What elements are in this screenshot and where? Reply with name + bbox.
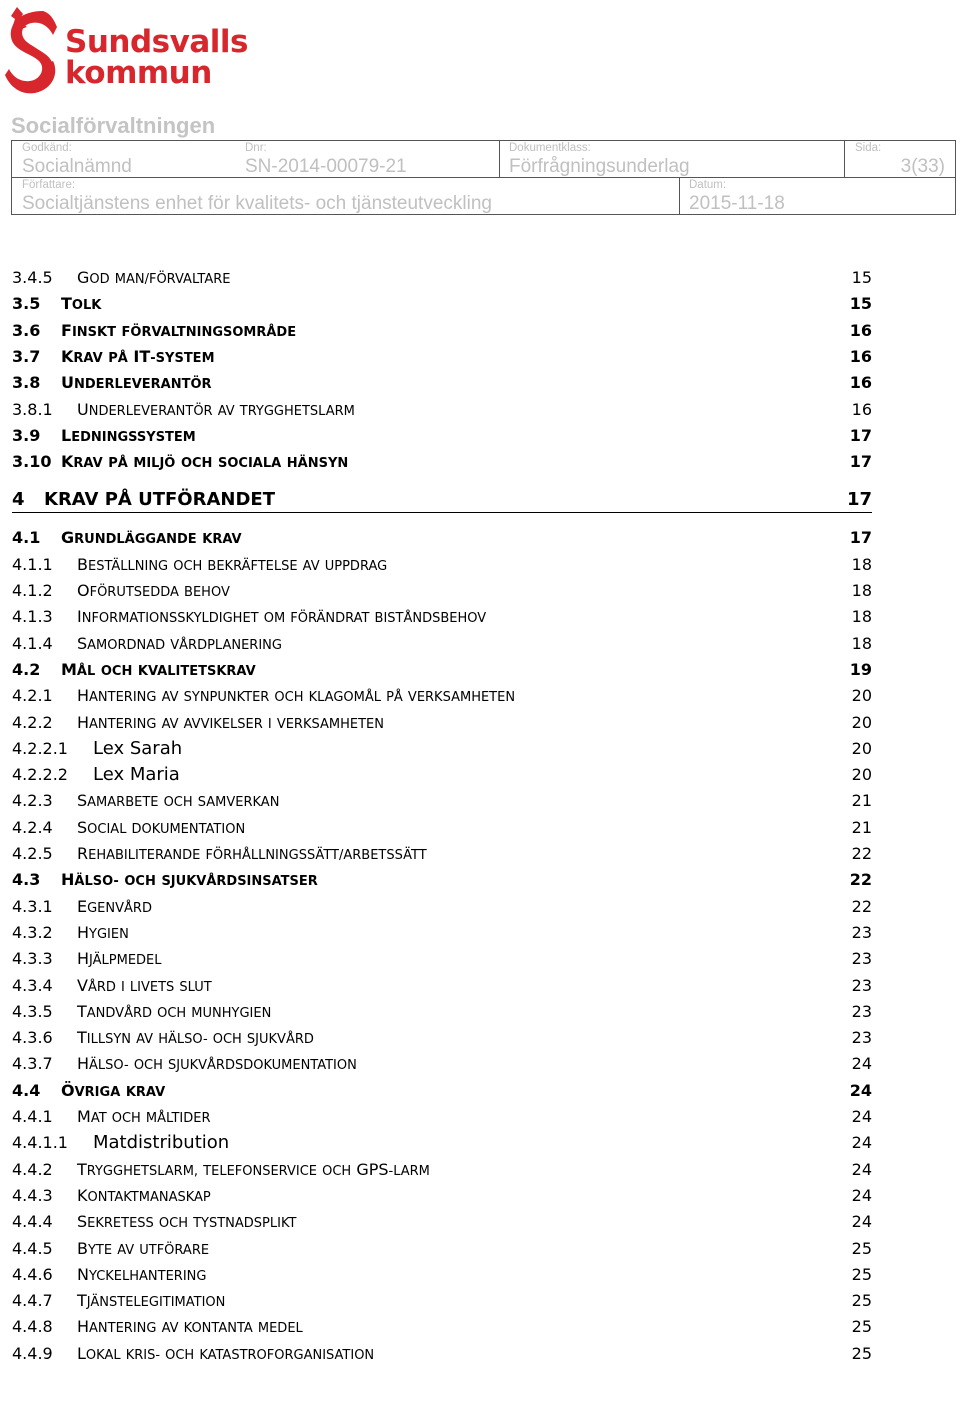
toc-entry[interactable]	[12, 1051, 872, 1077]
toc-entry-title: GRUNDLÄGGANDE KRAV	[61, 528, 242, 548]
toc-entry-page: 25	[851, 1264, 872, 1284]
toc-entry-number: 4.2.2.1	[12, 738, 68, 758]
toc-entry-page: 16	[851, 399, 872, 419]
toc-entry-title: LOKAL KRIS- OCH KATASTROFORGANISATION	[77, 1343, 375, 1363]
toc-entry-number: 4.1.3	[12, 607, 53, 627]
toc-entry-page: 23	[851, 1028, 872, 1048]
page-label: Sida:	[855, 142, 882, 154]
toc-entry[interactable]	[12, 578, 872, 604]
toc-entry-page: 23	[851, 1001, 872, 1021]
toc-entry-page: 18	[851, 607, 872, 627]
toc-entry-title: HÄLSO- OCH SJUKVÅRDSINSATSER	[61, 870, 318, 890]
toc-entry-page: 20	[851, 712, 872, 732]
toc-entry-title: TRYGGHETSLARM, TELEFONSERVICE OCH GPS-LARM	[77, 1159, 430, 1179]
toc-entry-title: HÄLSO- OCH SJUKVÅRDSDOKUMENTATION	[77, 1054, 357, 1074]
toc-entry-page: 20	[851, 738, 872, 758]
toc-entry[interactable]	[12, 1130, 872, 1156]
toc-entry-title: Lex Maria	[93, 764, 180, 786]
toc-entry-page: 17	[849, 528, 872, 548]
toc-entry-number: 4.2.3	[12, 791, 53, 811]
toc-entry[interactable]	[12, 1078, 872, 1104]
toc-entry-title: SAMORDNAD VÅRDPLANERING	[77, 633, 282, 653]
toc-entry-number: 4.3.3	[12, 949, 53, 969]
approved-value: Socialnämnd	[22, 156, 132, 177]
toc-entry-number: 4.4	[12, 1080, 41, 1100]
toc-entry[interactable]	[12, 710, 872, 736]
toc-entry-title: ÖVRIGA KRAV	[61, 1080, 166, 1100]
toc-entry-title: SOCIAL DOKUMENTATION	[77, 817, 246, 837]
toc-entry-title: KRAV PÅ IT-SYSTEM	[61, 346, 215, 366]
toc-entry-title: VÅRD I LIVETS SLUT	[77, 975, 212, 995]
toc-entry-page: 24	[851, 1133, 872, 1153]
date-label: Datum:	[689, 179, 727, 191]
toc-entry[interactable]	[12, 1236, 872, 1262]
date-value: 2015-11-18	[689, 193, 785, 214]
toc-entry-title: HANTERING AV SYNPUNKTER OCH KLAGOMÅL PÅ VERKSAMHETEN	[77, 686, 516, 706]
toc-entry-page: 15	[851, 268, 872, 287]
toc-entry-title: HJÄLPMEDEL	[77, 949, 162, 969]
toc-entry[interactable]	[12, 1209, 872, 1235]
toc-entry[interactable]	[12, 815, 872, 841]
toc-entry-title: HANTERING AV AVVIKELSER I VERKSAMHETEN	[77, 712, 384, 732]
toc-entry[interactable]	[12, 552, 872, 578]
toc-entry-number: 4.4.3	[12, 1185, 53, 1205]
toc-entry-number: 3.4.5	[12, 268, 53, 287]
date-cell	[689, 179, 785, 216]
toc-entry-page: 24	[851, 1159, 872, 1179]
toc-entry-title: INFORMATIONSSKYLDIGHET OM FÖRÄNDRAT BISTÅNDSBEHOV	[77, 607, 487, 627]
toc-entry-number: 4.1.2	[12, 581, 53, 600]
toc-entry-page: 16	[849, 320, 872, 340]
toc-entry-number: 3.6	[12, 320, 41, 340]
toc-entry-number: 4.2.4	[12, 817, 53, 837]
toc-chapter-underline	[12, 512, 872, 514]
toc-entry[interactable]	[12, 485, 872, 515]
toc-entry[interactable]	[12, 344, 872, 370]
toc-entry-page: 22	[851, 896, 872, 916]
toc-entry-number: 4.3.6	[12, 1028, 53, 1048]
toc-entry-number: 4.4.4	[12, 1212, 53, 1232]
toc-entry-number: 3.10	[12, 452, 52, 472]
toc-entry-page: 23	[851, 949, 872, 969]
doc-class-cell	[509, 142, 690, 179]
toc-entry-title: NYCKELHANTERING	[77, 1264, 207, 1284]
toc-entry-title: TJÄNSTELEGITIMATION	[77, 1291, 226, 1311]
toc-entry-title: TOLK	[61, 294, 102, 314]
toc-entry[interactable]	[12, 1314, 872, 1340]
toc-entry[interactable]	[12, 265, 872, 291]
toc-entry-title: GOD MAN/FÖRVALTARE	[77, 268, 231, 287]
toc-entry-number: 4.3	[12, 870, 41, 890]
toc-entry-number: 4.1	[12, 528, 41, 548]
toc-entry[interactable]	[12, 894, 872, 920]
toc-entry-title: Matdistribution	[93, 1132, 230, 1154]
reg-cell	[245, 142, 407, 179]
toc-entry-number: 4.1.4	[12, 633, 53, 653]
toc-entry-title: HYGIEN	[77, 922, 129, 942]
toc-entry-number: 4.2.1	[12, 686, 53, 706]
toc-entry-page: 25	[851, 1343, 872, 1363]
toc-entry[interactable]	[12, 423, 872, 449]
toc-entry-number: 4.3.1	[12, 896, 53, 916]
toc-entry-title: LEDNINGSSYSTEM	[61, 425, 196, 445]
page-value: 3(33)	[900, 156, 945, 177]
toc-entry-number: 4.2	[12, 659, 41, 679]
toc-entry[interactable]	[12, 449, 872, 475]
toc-entry-number: 4.3.4	[12, 975, 53, 995]
toc-entry-number: 4.4.5	[12, 1238, 53, 1258]
toc-entry-page: 18	[851, 554, 872, 574]
author-label: Författare:	[22, 179, 76, 191]
toc-entry-title: UNDERLEVERANTÖR	[61, 373, 212, 393]
reg-label: Dnr:	[245, 142, 267, 154]
toc-entry-page: 18	[851, 581, 872, 600]
toc-entry-number: 4.2.2	[12, 712, 53, 732]
toc-entry-title: KRAV PÅ MILJÖ OCH SOCIALA HÄNSYN	[61, 452, 349, 472]
toc-entry-title: REHABILITERANDE FÖRHÅLLNINGSSÄTT/ARBETSSÄTT	[77, 844, 427, 863]
document-header-table	[11, 140, 956, 215]
logo-line2: kommun	[65, 55, 212, 91]
toc-entry-number: 4.4.8	[12, 1317, 53, 1337]
toc-entry-number: 4.3.7	[12, 1054, 53, 1074]
toc-entry-title: TILLSYN AV HÄLSO- OCH SJUKVÅRD	[77, 1028, 314, 1048]
toc-entry-page: 20	[851, 765, 872, 785]
toc-entry-page: 23	[851, 975, 872, 995]
toc-entry-number: 4.4.1	[12, 1107, 53, 1126]
toc-entry[interactable]	[12, 604, 872, 630]
toc-entry-page: 18	[851, 633, 872, 653]
toc-entry[interactable]	[12, 841, 872, 867]
kommun-emblem-icon	[3, 3, 61, 99]
author-cell	[22, 179, 492, 216]
toc-entry-number: 3.5	[12, 294, 41, 314]
toc-entry-title: SEKRETESS OCH TYSTNADSPLIKT	[77, 1212, 297, 1232]
author-value: Socialtjänstens enhet för kvalitets- och tjänsteutveckling	[22, 193, 492, 214]
toc-entry[interactable]	[12, 736, 872, 762]
toc-entry-page: 21	[851, 791, 872, 811]
toc-entry-page: 24	[851, 1054, 872, 1074]
toc-entry-page: 25	[851, 1291, 872, 1311]
toc-entry[interactable]	[12, 920, 872, 946]
toc-entry-page: 16	[849, 373, 872, 393]
toc-entry[interactable]	[12, 1025, 872, 1051]
toc-entry-title: TANDVÅRD OCH MUNHYGIEN	[77, 1001, 272, 1021]
toc-entry[interactable]	[12, 397, 872, 423]
toc-entry-number: 4.2.2.2	[12, 765, 68, 785]
toc-entry-number: 4.4.2	[12, 1159, 53, 1179]
toc-entry-number: 3.9	[12, 425, 41, 445]
toc-entry-page: 25	[851, 1317, 872, 1337]
toc-entry-number: 4.4.9	[12, 1343, 53, 1363]
doc-class-value: Förfrågningsunderlag	[509, 156, 690, 177]
toc-entry-page: 16	[849, 346, 872, 366]
sundsvalls-kommun-logo	[3, 3, 253, 103]
toc-entry[interactable]	[12, 999, 872, 1025]
toc-entry[interactable]	[12, 1341, 872, 1367]
toc-entry-title: OFÖRUTSEDDA BEHOV	[77, 581, 230, 600]
toc-entry-title: Lex Sarah	[93, 737, 183, 759]
toc-entry[interactable]	[12, 867, 872, 893]
toc-entry-title: BYTE AV UTFÖRARE	[77, 1238, 210, 1258]
toc-entry-page: 24	[851, 1107, 872, 1126]
toc-entry-page: 23	[851, 922, 872, 942]
toc-entry-title: MÅL OCH KVALITETSKRAV	[61, 659, 256, 679]
toc-entry-number: 3.8	[12, 373, 41, 393]
toc-entry-page: 24	[851, 1185, 872, 1205]
toc-entry-page: 15	[849, 294, 872, 314]
toc-entry-number: 3.7	[12, 346, 41, 366]
toc-entry-number: 4.3.2	[12, 922, 53, 942]
toc-entry[interactable]	[12, 1104, 872, 1130]
toc-entry-page: 22	[849, 870, 872, 890]
toc-entry-number: 4.3.5	[12, 1001, 53, 1021]
toc-entry-number: 4.1.1	[12, 554, 53, 574]
toc-entry[interactable]	[12, 657, 872, 683]
toc-entry[interactable]	[12, 318, 872, 344]
toc-entry-title: UNDERLEVERANTÖR AV TRYGGHETSLARM	[77, 399, 355, 419]
toc-entry-page: 20	[851, 686, 872, 706]
department-title: Socialförvaltningen	[11, 113, 216, 138]
toc-entry-page: 25	[851, 1238, 872, 1258]
toc-entry-title: FINSKT FÖRVALTNINGSOMRÅDE	[61, 320, 297, 340]
toc-entry[interactable]	[12, 291, 872, 317]
approved-label: Godkänd:	[22, 142, 72, 154]
toc-entry[interactable]	[12, 1183, 872, 1209]
toc-entry[interactable]	[12, 631, 872, 657]
toc-entry-page: 17	[846, 489, 872, 511]
toc-entry[interactable]	[12, 762, 872, 788]
toc-entry-page: 24	[851, 1212, 872, 1232]
toc-entry-number: 3.8.1	[12, 399, 53, 419]
toc-entry-title: HANTERING AV KONTANTA MEDEL	[77, 1317, 303, 1337]
toc-entry[interactable]	[12, 973, 872, 999]
page-cell	[855, 142, 945, 179]
toc-entry-page: 17	[849, 452, 872, 472]
toc-entry-number: 4.2.5	[12, 844, 53, 863]
toc-entry[interactable]	[12, 1157, 872, 1183]
toc-entry-number: 4	[12, 489, 25, 511]
logo-line1: Sundsvalls	[65, 24, 248, 60]
approved-cell	[22, 142, 132, 179]
toc-entry[interactable]	[12, 683, 872, 709]
toc-entry[interactable]	[12, 370, 872, 396]
toc-entry[interactable]	[12, 1262, 872, 1288]
doc-class-label: Dokumentklass:	[509, 142, 591, 154]
toc-entry-title: SAMARBETE OCH SAMVERKAN	[77, 791, 280, 811]
toc-entry-title: KONTAKTMANASKAP	[77, 1185, 211, 1205]
toc-entry-title: EGENVÅRD	[77, 896, 152, 916]
toc-entry-page: 21	[851, 817, 872, 837]
toc-entry-page: 19	[849, 659, 872, 679]
toc-entry-page: 22	[851, 844, 872, 863]
toc-entry[interactable]	[12, 525, 872, 551]
toc-entry-page: 17	[849, 425, 872, 445]
toc-entry[interactable]	[12, 788, 872, 814]
toc-entry-title: BESTÄLLNING OCH BEKRÄFTELSE AV UPPDRAG	[77, 554, 388, 574]
toc-entry-title: KRAV PÅ UTFÖRANDET	[44, 489, 275, 511]
toc-entry-number: 4.4.6	[12, 1264, 53, 1284]
toc-entry[interactable]	[12, 946, 872, 972]
toc-entry-title: MAT OCH MÅLTIDER	[77, 1107, 211, 1126]
reg-value: SN-2014-00079-21	[245, 156, 407, 177]
toc-entry-number: 4.4.7	[12, 1291, 53, 1311]
toc-entry[interactable]	[12, 1288, 872, 1314]
toc-entry-page: 24	[849, 1080, 872, 1100]
toc-entry-number: 4.4.1.1	[12, 1133, 68, 1153]
